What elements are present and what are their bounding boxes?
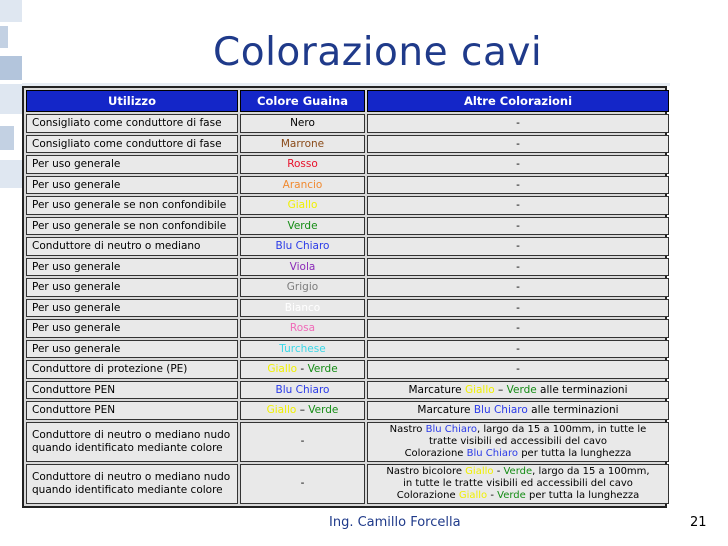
cell-altre: - xyxy=(367,135,669,154)
header-altre-colorazioni: Altre Colorazioni xyxy=(367,90,669,112)
cell-colore: Grigio xyxy=(240,278,365,297)
color-separator: - xyxy=(487,489,498,501)
text-fragment: per tutta la lunghezza xyxy=(525,489,640,501)
table-row xyxy=(26,135,669,154)
text-line xyxy=(373,466,663,478)
text-fragment: Colorazione xyxy=(396,489,459,501)
cell-altre xyxy=(367,422,669,462)
color-word: Verde xyxy=(308,404,339,417)
cell-utilizzo: Per uso generale xyxy=(26,340,238,359)
cell-colore: Turchese xyxy=(240,340,365,359)
cell-colore: Nero xyxy=(240,114,365,133)
table-row xyxy=(26,278,669,297)
cell-colore: Marrone xyxy=(240,135,365,154)
color-word: Verde xyxy=(506,383,537,396)
decorative-block xyxy=(0,160,22,188)
text-fragment: alle terminazioni xyxy=(527,404,619,417)
footer-author: Ing. Camillo Forcella xyxy=(329,515,461,530)
cell-colore: Rosso xyxy=(240,155,365,174)
decorative-block xyxy=(0,0,22,22)
cell-utilizzo: Conduttore di neutro o mediano nudo quando identificato mediante colore xyxy=(26,464,238,504)
color-word: Blu Chiaro xyxy=(466,447,519,459)
color-separator: – xyxy=(494,383,507,396)
cell-colore: Viola xyxy=(240,258,365,277)
header-utilizzo: Utilizzo xyxy=(26,90,238,112)
cell-altre: - xyxy=(367,217,669,236)
cell-utilizzo: Conduttore PEN xyxy=(26,381,238,400)
slide-title: Colorazione cavi xyxy=(213,30,543,75)
cell-colore: Blu Chiaro xyxy=(240,237,365,256)
table-row xyxy=(26,196,669,215)
table-row xyxy=(26,340,669,359)
table-row xyxy=(26,422,669,462)
text-fragment: Nastro bicolore xyxy=(386,465,466,477)
color-word: Verde xyxy=(307,363,338,376)
decorative-block xyxy=(0,26,8,48)
color-word: Verde xyxy=(503,465,533,477)
table-row xyxy=(26,155,669,174)
cell-colore: Rosa xyxy=(240,319,365,338)
table-row xyxy=(26,217,669,236)
cell-altre: - xyxy=(367,299,669,318)
cell-utilizzo: Per uso generale xyxy=(26,258,238,277)
cell-altre xyxy=(367,381,669,400)
text-fragment: Marcature xyxy=(408,383,465,396)
table-row xyxy=(26,299,669,318)
cell-altre: - xyxy=(367,155,669,174)
cell-utilizzo: Consigliato come conduttore di fase xyxy=(26,135,238,154)
table-row xyxy=(26,114,669,133)
text-line xyxy=(373,448,663,460)
cell-altre: - xyxy=(367,114,669,133)
cell-altre xyxy=(367,401,669,420)
decorative-block xyxy=(0,84,22,114)
cell-colore xyxy=(240,401,365,420)
color-word: Giallo xyxy=(267,363,298,376)
color-word: Giallo xyxy=(266,404,297,417)
table-row xyxy=(26,319,669,338)
cell-utilizzo: Per uso generale xyxy=(26,176,238,195)
color-word: Giallo xyxy=(458,489,488,501)
cell-utilizzo: Conduttore PEN xyxy=(26,401,238,420)
text-fragment: Marcature xyxy=(417,404,474,417)
color-separator: – xyxy=(296,404,309,417)
table-row xyxy=(26,464,669,504)
cell-colore: Verde xyxy=(240,217,365,236)
cell-utilizzo: Consigliato come conduttore di fase xyxy=(26,114,238,133)
table-row xyxy=(26,401,669,420)
cell-utilizzo: Per uso generale se non confondibile xyxy=(26,217,238,236)
cell-altre: - xyxy=(367,237,669,256)
cell-utilizzo: Per uso generale xyxy=(26,299,238,318)
table-header-row xyxy=(26,90,669,112)
table-row xyxy=(26,258,669,277)
cell-altre: - xyxy=(367,340,669,359)
decorative-block xyxy=(0,56,22,80)
cell-colore: - xyxy=(240,422,365,462)
text-fragment: alle terminazioni xyxy=(536,383,628,396)
text-fragment: , largo da 15 a 100mm, xyxy=(532,465,650,477)
cell-altre: - xyxy=(367,278,669,297)
cell-altre: - xyxy=(367,319,669,338)
color-separator: - xyxy=(297,363,308,376)
text-line: in tutte le tratte visibili ed accessibili del cavo xyxy=(403,477,633,489)
cell-altre: - xyxy=(367,360,669,379)
cable-color-table xyxy=(22,86,667,508)
cell-utilizzo: Conduttore di neutro o mediano nudo quando identificato mediante colore xyxy=(26,422,238,462)
text-line xyxy=(373,490,663,502)
page-number: 21 xyxy=(690,515,707,530)
cell-altre: - xyxy=(367,196,669,215)
cell-altre xyxy=(367,464,669,504)
cell-colore: Giallo xyxy=(240,196,365,215)
color-separator: - xyxy=(493,465,504,477)
text-fragment: Nastro xyxy=(389,423,426,435)
cell-colore xyxy=(240,360,365,379)
table-row xyxy=(26,176,669,195)
decorative-block xyxy=(0,126,14,150)
cell-altre: - xyxy=(367,258,669,277)
color-word: Blu Chiaro xyxy=(473,404,528,417)
color-word: Giallo xyxy=(464,383,495,396)
text-fragment: per tutta la lunghezza xyxy=(518,447,632,459)
cell-utilizzo: Per uso generale xyxy=(26,155,238,174)
table-row xyxy=(26,237,669,256)
cell-altre: - xyxy=(367,176,669,195)
table-row xyxy=(26,381,669,400)
text-fragment: , largo da 15 a 100mm, in tutte le xyxy=(477,423,647,435)
cell-colore: Arancio xyxy=(240,176,365,195)
cell-utilizzo: Per uso generale xyxy=(26,319,238,338)
text-line xyxy=(373,424,663,436)
table-row xyxy=(26,360,669,379)
cell-utilizzo: Conduttore di protezione (PE) xyxy=(26,360,238,379)
color-word: Blu Chiaro xyxy=(425,423,478,435)
cell-utilizzo: Conduttore di neutro o mediano xyxy=(26,237,238,256)
color-word: Verde xyxy=(497,489,526,501)
color-word: Giallo xyxy=(465,465,494,477)
cell-utilizzo: Per uso generale se non confondibile xyxy=(26,196,238,215)
cell-utilizzo: Per uso generale xyxy=(26,278,238,297)
cell-colore: Blu Chiaro xyxy=(240,381,365,400)
text-fragment: Colorazione xyxy=(404,447,467,459)
cell-colore: Bianco xyxy=(240,299,365,318)
header-colore-guaina: Colore Guaina xyxy=(240,90,365,112)
cell-colore: - xyxy=(240,464,365,504)
text-line: tratte visibili ed accessibili del cavo xyxy=(428,435,607,447)
